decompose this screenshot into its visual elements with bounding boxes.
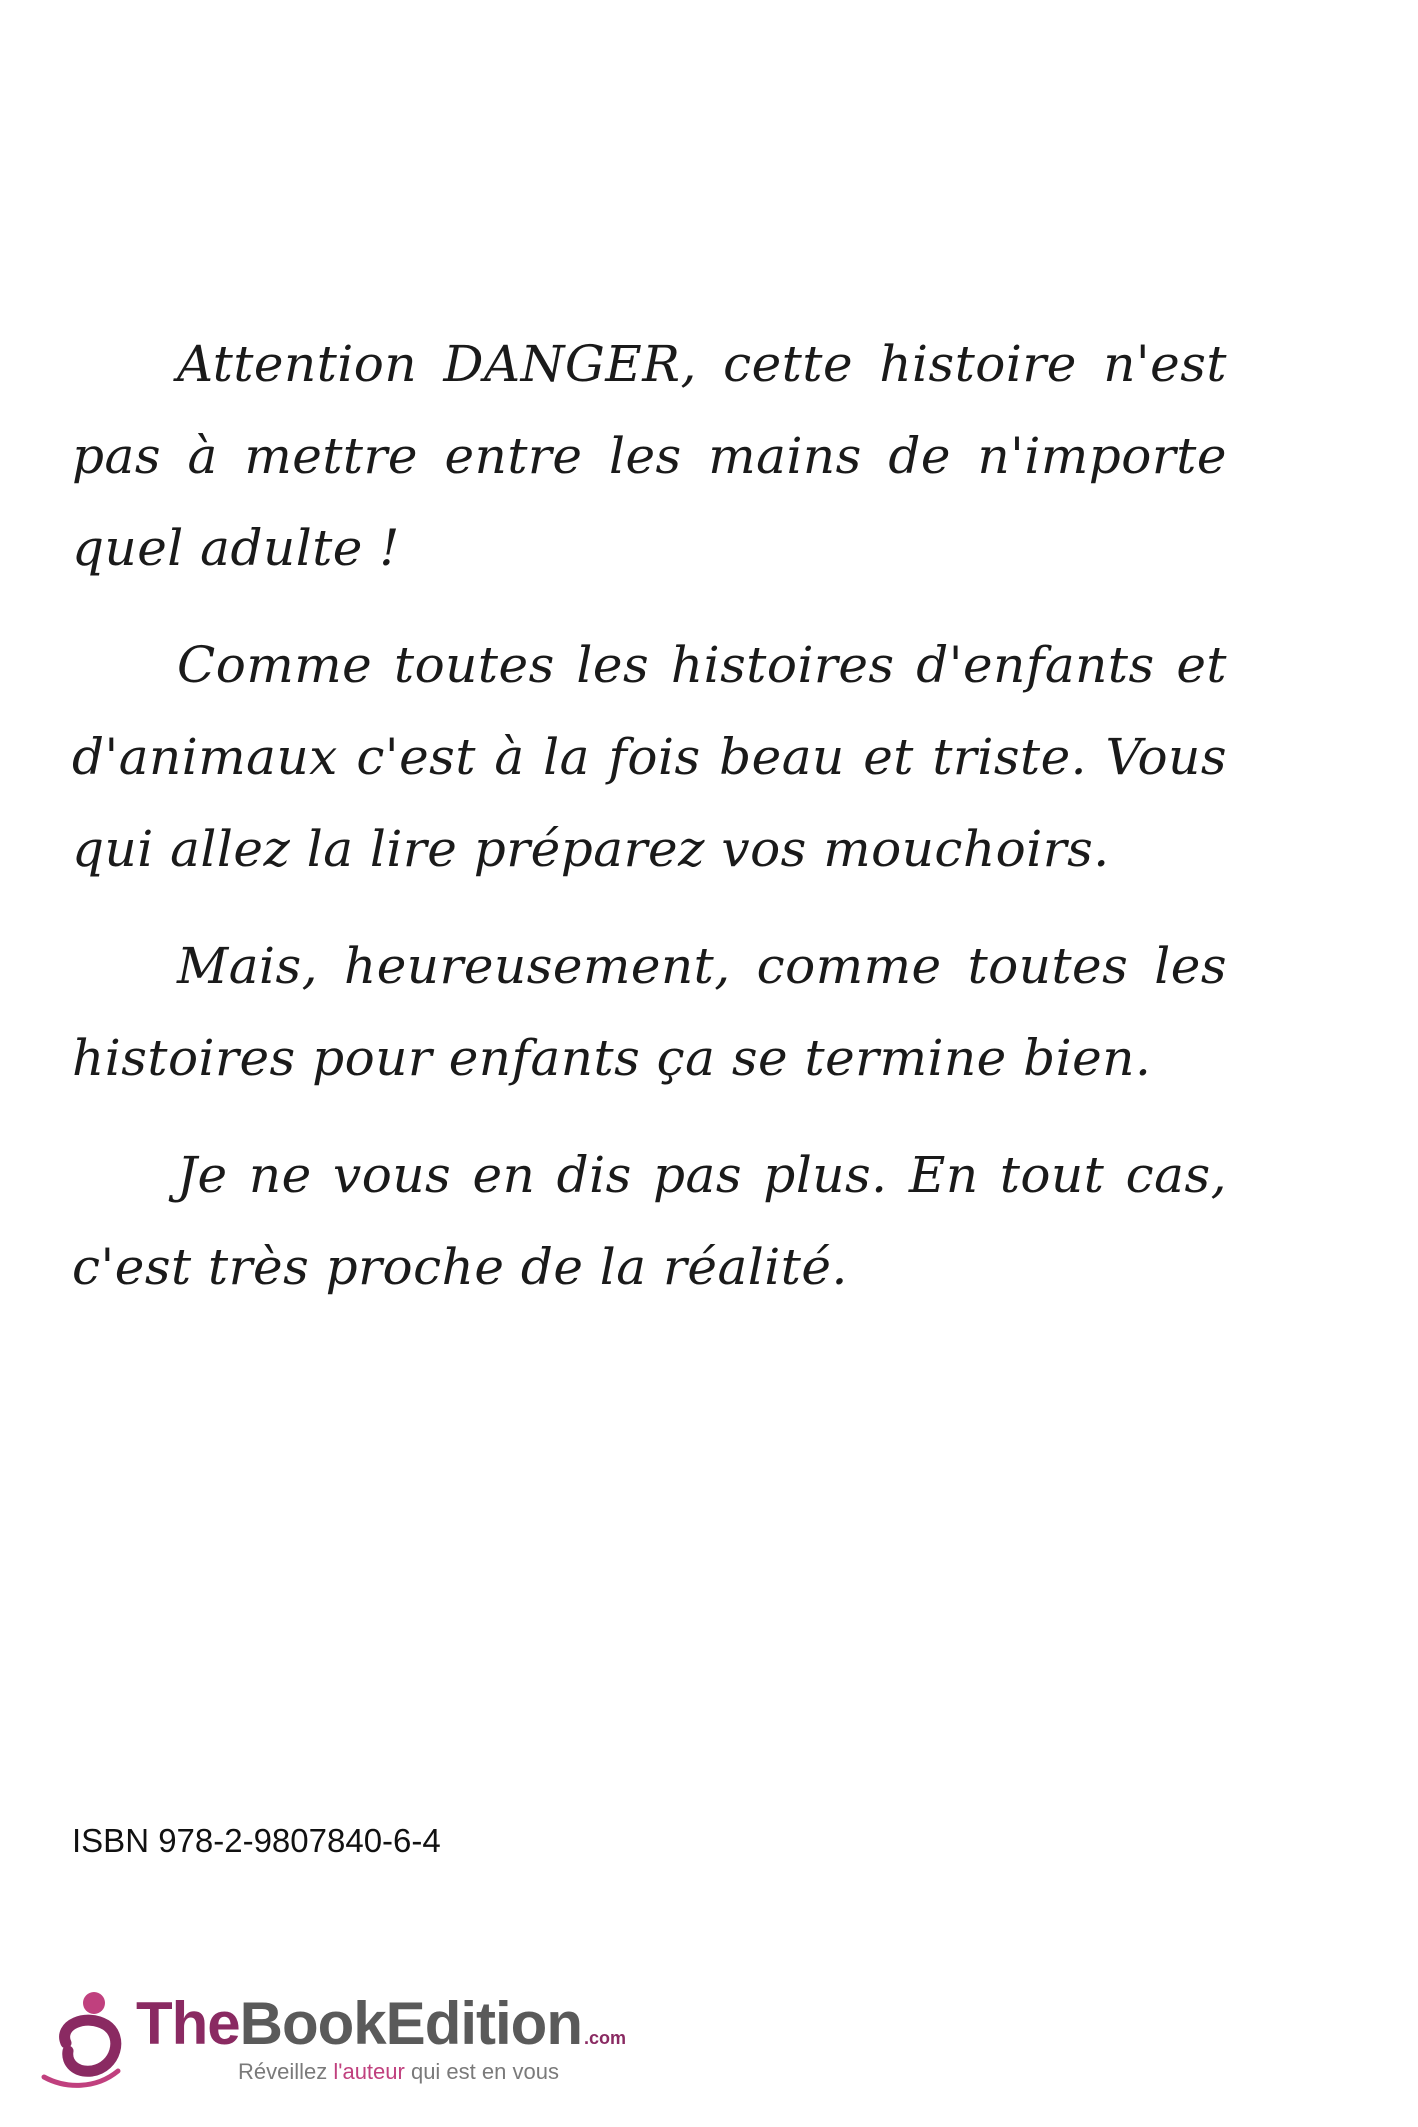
blurb-paragraph: Comme toutes les histoires d'enfants et d'animaux c'est à la fois beau et triste. Vous qui allez la lire préparez vos mouchoirs. xyxy=(72,636,1227,878)
tagline-before: Réveillez xyxy=(238,2059,334,2084)
back-cover-blurb xyxy=(72,318,1227,1338)
logo-name-suffix: .com xyxy=(583,2028,626,2048)
blurb-paragraph: Je ne vous en dis pas plus. En tout cas, c'est très proche de la réalité. xyxy=(72,1146,1227,1296)
publisher-tagline xyxy=(238,2059,559,2085)
logo-name-bookedition: BookEdition xyxy=(239,1990,582,2057)
blurb-paragraph: Attention DANGER, cette histoire n'est pas à mettre entre les mains de n'importe quel adulte ! xyxy=(72,335,1227,577)
publisher-logo-icon xyxy=(36,1985,136,2095)
publisher-logo xyxy=(36,1985,676,2095)
tagline-accent: l'auteur xyxy=(333,2059,405,2084)
isbn-number: ISBN 978-2-9807840-6-4 xyxy=(72,1822,441,1859)
blurb-paragraph: Mais, heureusement, comme toutes les histoires pour enfants ça se termine bien. xyxy=(72,937,1227,1087)
logo-name-the: The xyxy=(136,1990,240,2057)
tagline-after: qui est en vous xyxy=(404,2059,559,2084)
